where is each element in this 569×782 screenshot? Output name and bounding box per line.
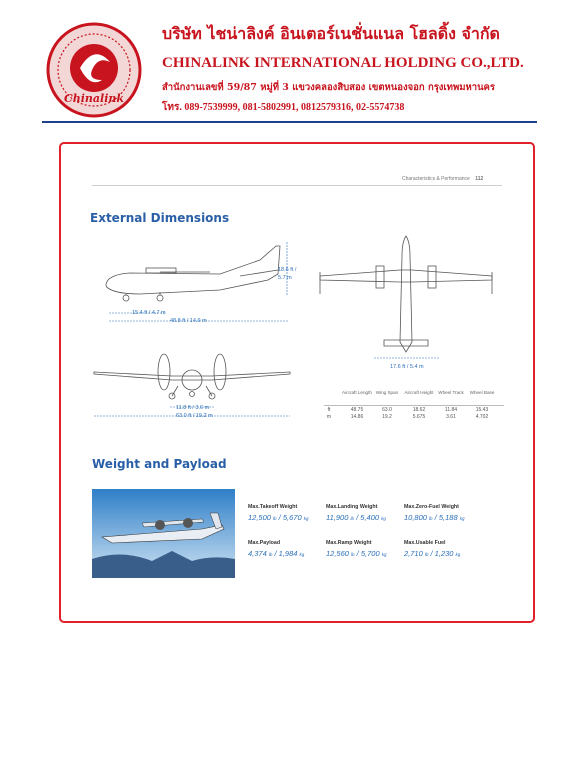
table-cell: 18.62 bbox=[412, 407, 426, 413]
unit-kg: kg bbox=[459, 516, 465, 521]
value-kg: 5,400 bbox=[360, 513, 380, 522]
unit-lb: lb bbox=[429, 516, 433, 521]
row-unit: ft bbox=[327, 407, 331, 413]
weight-label: Max.Takeoff Weight bbox=[248, 504, 298, 510]
height-dim-label: 18.6 ft / 5.7 m bbox=[278, 267, 297, 281]
value-kg: 5,670 bbox=[282, 513, 302, 522]
unit-kg: kg bbox=[455, 552, 461, 557]
table-cell: 11.84 bbox=[444, 407, 458, 413]
weight-item-zero-fuel bbox=[404, 504, 464, 522]
weight-item-usable-fuel bbox=[404, 540, 460, 558]
page-running-head bbox=[402, 176, 483, 182]
table-cell: 19.2 bbox=[382, 414, 392, 420]
weight-item-ramp bbox=[326, 540, 386, 558]
front-view-aircraft-icon bbox=[92, 346, 292, 402]
running-head-text: Characteristics & Performance bbox=[402, 176, 470, 182]
weight-value bbox=[248, 513, 308, 522]
unit-kg: kg bbox=[303, 516, 309, 521]
table-row bbox=[324, 414, 504, 424]
separator: / bbox=[356, 513, 359, 522]
weight-item-takeoff bbox=[248, 504, 308, 522]
top-view-aircraft-icon bbox=[316, 232, 496, 362]
weight-label: Max.Zero-Fuel Weight bbox=[404, 504, 459, 510]
header-divider bbox=[42, 121, 537, 123]
external-dimensions-title: External Dimensions bbox=[90, 211, 230, 225]
separator: / bbox=[278, 513, 281, 522]
weight-item-landing bbox=[326, 504, 386, 522]
separator: / bbox=[430, 549, 433, 558]
weight-label: Max.Usable Fuel bbox=[404, 540, 446, 546]
page-number: 112 bbox=[475, 176, 484, 182]
weight-payload-title: Weight and Payload bbox=[92, 457, 227, 471]
value-lb: 10,800 bbox=[404, 513, 427, 522]
table-header: Aircraft Height bbox=[404, 390, 434, 395]
table-cell: 3.61 bbox=[446, 414, 456, 420]
weight-value bbox=[326, 513, 386, 522]
table-cell: 63.0 bbox=[382, 407, 392, 413]
row-unit: m bbox=[326, 414, 332, 420]
table-cell: 48.75 bbox=[350, 407, 364, 413]
value-kg: 5,188 bbox=[438, 513, 458, 522]
weight-value bbox=[248, 549, 304, 558]
weight-label: Max.Payload bbox=[248, 540, 281, 546]
unit-kg: kg bbox=[299, 552, 305, 557]
unit-kg: kg bbox=[381, 552, 387, 557]
unit-lb: lb bbox=[268, 552, 273, 557]
value-kg: 1,230 bbox=[434, 549, 454, 558]
span-dim-label: 63.0 ft / 19.2 m bbox=[176, 413, 213, 419]
value-kg: 1,984 bbox=[278, 549, 298, 558]
company-name-english: CHINALINK INTERNATIONAL HOLDING CO.,LTD. bbox=[162, 55, 524, 71]
weight-value bbox=[326, 549, 386, 558]
table-cell: 4.702 bbox=[475, 414, 489, 420]
separator: / bbox=[434, 513, 437, 522]
table-rule bbox=[324, 405, 504, 406]
page-running-rule bbox=[92, 185, 502, 186]
company-name-thai: บริษัท ไชน่าลิงค์ อินเตอร์เนชั่นแนล โฮลดิ้ง จำกัด bbox=[162, 24, 500, 43]
separator: / bbox=[274, 549, 277, 558]
company-seal-logo bbox=[46, 22, 142, 118]
track-dim-label: 11.8 ft / 3.6 m bbox=[176, 405, 210, 411]
table-header: Wing Span bbox=[375, 390, 399, 395]
weight-item-payload bbox=[248, 540, 304, 558]
value-kg: 5,700 bbox=[360, 549, 380, 558]
company-phones: โทร. 089-7539999, 081-5802991, 0812579316, 02-5574738 bbox=[162, 102, 405, 113]
table-cell: 14.86 bbox=[350, 414, 364, 420]
value-lb: 12,560 bbox=[326, 549, 349, 558]
tailplane-dim-label: 17.6 ft / 5.4 m bbox=[390, 364, 424, 370]
value-lb: 12,500 bbox=[248, 513, 271, 522]
value-lb: 4,374 bbox=[248, 549, 267, 558]
side-view-aircraft-icon bbox=[100, 240, 300, 310]
unit-lb: lb bbox=[350, 516, 354, 521]
table-header: Aircraft Length bbox=[342, 390, 372, 395]
value-lb: 2,710 bbox=[404, 549, 423, 558]
table-header: Wheel Base bbox=[469, 390, 495, 395]
tailplane-dim-line bbox=[372, 354, 442, 362]
length-dim-label: 48.8 ft / 14.9 m bbox=[170, 318, 207, 324]
unit-lb: lb bbox=[273, 516, 277, 521]
aircraft-photo-icon bbox=[92, 489, 235, 578]
weight-value bbox=[404, 513, 464, 522]
table-header: Wheel Track bbox=[438, 390, 464, 395]
unit-lb: lb bbox=[424, 552, 429, 557]
weight-value bbox=[404, 549, 460, 558]
weight-label: Max.Ramp Weight bbox=[326, 540, 372, 546]
separator: / bbox=[356, 549, 359, 558]
table-cell: 15.43 bbox=[475, 407, 489, 413]
weight-label: Max.Landing Weight bbox=[326, 504, 378, 510]
company-address: สำนักงานเลขที่ 59/87 หมู่ที่ 3 แขวงคลองสิบสอง เขตหนองจอก กรุงเทพมหานคร bbox=[162, 82, 496, 93]
front-dim-label: 15.4 ft / 4.7 m bbox=[132, 310, 166, 316]
unit-lb: lb bbox=[351, 552, 355, 557]
unit-kg: kg bbox=[381, 516, 386, 521]
logo-text: Chinalink bbox=[63, 92, 125, 105]
table-cell: 5.675 bbox=[412, 414, 426, 420]
value-lb: 11,900 bbox=[326, 513, 349, 522]
